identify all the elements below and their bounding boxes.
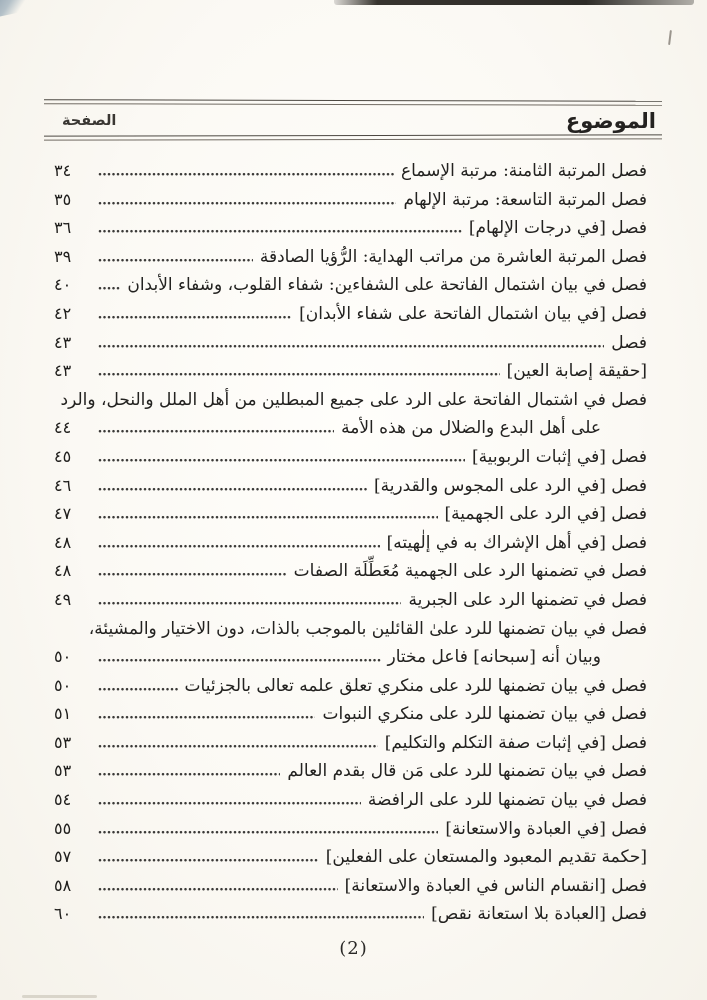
toc-entry [54,700,647,729]
toc-entry-title: فصل المرتبة التاسعة: مرتبة الإلهام [403,189,647,210]
dotted-leader [98,686,178,693]
toc-page-number: ٣٤ [54,161,72,180]
toc-entry-line [54,843,647,872]
toc-entry-title: فصل [في إثبات صفة التكلم والتكليم] [384,732,647,753]
toc-entry-line [54,271,647,300]
toc-entry-title: فصل في بيان تضمنها للرد على مَن قال بقدم العالم [287,761,647,782]
toc-entry-title: فصل في تضمنها الرد على الجهمية مُعَطِّلَة الصفات [293,561,647,582]
scan-top-edge-artifact [334,0,694,5]
dotted-leader [98,343,604,350]
scan-bottom-edge-artifact [22,995,97,998]
toc-entry [54,329,647,358]
toc-entry [54,672,647,701]
dotted-leader [98,457,465,464]
toc-entry-title: فصل [في العبادة والاستعانة] [445,818,647,839]
toc-page-number: ٤٥ [54,446,72,466]
toc-entry [54,472,647,501]
dotted-leader [98,600,401,607]
toc-entry-line [54,529,647,558]
toc-entry [54,157,647,186]
toc-entry [54,300,647,329]
toc-entry-line [54,557,647,586]
toc-entry-title: فصل [في بيان اشتمال الفاتحة على شفاء الأبدان] [299,303,647,324]
toc-entry [54,757,647,786]
dotted-leader [98,371,500,378]
toc-page-number: ٥٣ [54,732,72,752]
toc-page-number: ٣٦ [54,218,72,238]
dotted-leader [98,829,438,836]
toc-entry-line [54,872,647,901]
toc-page-number: ٤٨ [54,561,72,581]
toc-entry-line [54,186,647,215]
toc-page-number: ٤٤ [54,418,72,438]
toc-page-number: ٤٣ [54,332,72,352]
toc-entry-title: فصل [611,332,647,353]
toc-entry [54,186,647,215]
dotted-leader [98,285,120,292]
toc-entry-line [54,757,647,786]
toc-entry-line [54,300,647,329]
toc-page-number: ٤٠ [54,275,72,295]
toc-page-number: ٥٧ [54,847,72,867]
dotted-leader [98,514,438,521]
toc-entry-title: فصل في بيان تضمنها للرد على منكري تعلق علمه تعالى بالجزئيات [184,675,647,696]
toc-entry [54,357,647,386]
toc-entry [54,586,647,615]
toc-entry-line [54,786,647,815]
toc-entry-title: فصل في تضمنها الرد على الجبرية [408,589,647,610]
toc-entry [54,271,647,300]
toc-page-number: ٤٨ [54,532,72,552]
toc-entry-title: فصل [في الرد على الجهمية] [444,504,647,525]
dotted-leader [98,571,287,578]
toc-entry-line [54,586,647,615]
toc-entry-line [54,214,647,243]
toc-page-number: ٥٤ [54,790,72,810]
dotted-leader [98,171,394,178]
toc-entry-line [54,414,647,443]
toc-entry [54,386,647,443]
toc-entry-title: وبيان أنه [سبحانه] فاعل مختار [387,647,601,668]
toc-page-number: ٤٣ [54,361,72,381]
toc-page-number: ٣٥ [54,189,72,209]
dotted-leader [98,428,334,435]
toc-entry-title: فصل في بيان تضمنها للرد على منكري النبوات [322,704,647,725]
toc-page-number: ٥٣ [54,761,72,781]
toc-entry-title: [حكمة تقديم المعبود والمستعان على الفعلين] [325,847,647,868]
toc-entry [54,900,647,929]
toc-entry-title: فصل [العبادة بلا استعانة نقص] [431,904,647,925]
scan-right-tick-artifact [668,30,671,45]
toc-entry-title: فصل [في إثبات الربوبية] [471,446,647,467]
toc-page-number: ٥٠ [54,647,72,667]
toc-entry-line [54,500,647,529]
dotted-leader [98,228,462,235]
toc-entry [54,529,647,558]
toc-entry-line [54,472,647,501]
toc-entry [54,843,647,872]
toc-entry-line [54,643,647,672]
dotted-leader [98,743,378,750]
toc-page-number: ٦٠ [54,904,72,924]
dotted-leader [98,657,381,664]
toc-entry-line [54,900,647,929]
toc-entry-line [54,615,647,644]
page-column-header: الصفحة [62,111,117,129]
toc-entry-title: فصل المرتبة العاشرة من مراتب الهداية: الرُّؤيا الصادقة [259,246,647,267]
toc-page-number: ٥٠ [54,675,72,695]
toc-entry-title: فصل في اشتمال الفاتحة على الرد على جميع المبطلين من أهل الملل والنحل، والرد [60,389,647,410]
scan-corner-smudge-artifact [0,0,32,18]
toc-page-number: ٥٥ [54,818,72,838]
toc-list [54,157,647,929]
toc-page-number: ٥١ [54,704,72,724]
topic-column-header: الموضوع [565,107,656,133]
toc-entry [54,443,647,472]
footer-page-number: (2) [339,938,368,960]
toc-entry [54,729,647,758]
toc-entry-title: [حقيقة إصابة العين] [506,361,647,382]
toc-page-number: ٤٦ [54,475,72,495]
toc-entry [54,557,647,586]
toc-entry [54,786,647,815]
toc-entry-title: فصل [انقسام الناس في العبادة والاستعانة] [344,875,647,896]
toc-entry-line [54,443,647,472]
toc-entry [54,214,647,243]
toc-entry [54,815,647,844]
dotted-leader [98,543,380,550]
toc-entry-title: فصل [في أهل الإشراك به في إلٰهيته] [386,532,647,553]
toc-page-number: ٤٧ [54,504,72,524]
toc-entry [54,872,647,901]
toc-page-number: ٣٩ [54,246,72,266]
toc-entry-line [54,672,647,701]
toc-entry-line [54,386,647,415]
toc-page-number: ٥٨ [54,875,72,895]
toc-entry-title: فصل في بيان اشتمال الفاتحة على الشفاءين: شفاء القلوب، وشفاء الأبدان [127,275,647,296]
header-rule-bottom [44,134,662,140]
toc-entry-line [54,700,647,729]
toc-entry-title: فصل [في درجات الإلهام] [468,218,647,239]
header-labels-row [44,105,662,135]
dotted-leader [98,857,319,864]
toc-entry-title: على أهل البدع والضلال من هذه الأمة [341,418,601,439]
toc-page-number: ٤٢ [54,303,72,323]
dotted-leader [98,771,280,778]
dotted-leader [98,200,396,207]
dotted-leader [98,886,338,893]
dotted-leader [98,257,253,264]
dotted-leader [98,800,361,807]
toc-entry-line [54,157,647,186]
toc-page-number: ٤٩ [54,589,72,609]
toc-entry-title: فصل في بيان تضمنها للرد علىٰ القائلين بالموجب بالذات، دون الاختيار والمشيئة، [88,618,647,639]
toc-entry-title: فصل [في الرد على المجوس والقدرية] [373,475,647,496]
dotted-leader [98,486,367,493]
toc-entry-line [54,815,647,844]
toc-entry [54,243,647,272]
dotted-leader [98,714,315,721]
toc-entry-line [54,729,647,758]
toc-entry-line [54,357,647,386]
toc-entry [54,500,647,529]
toc-entry-title: فصل في بيان تضمنها للرد على الرافضة [367,790,647,811]
toc-entry-line [54,329,647,358]
toc-entry-title: فصل المرتبة الثامنة: مرتبة الإسماع [400,161,647,181]
toc-entry-line [54,243,647,272]
toc-header [44,100,662,140]
dotted-leader [98,914,424,921]
toc-entry [54,615,647,672]
dotted-leader [98,314,292,321]
